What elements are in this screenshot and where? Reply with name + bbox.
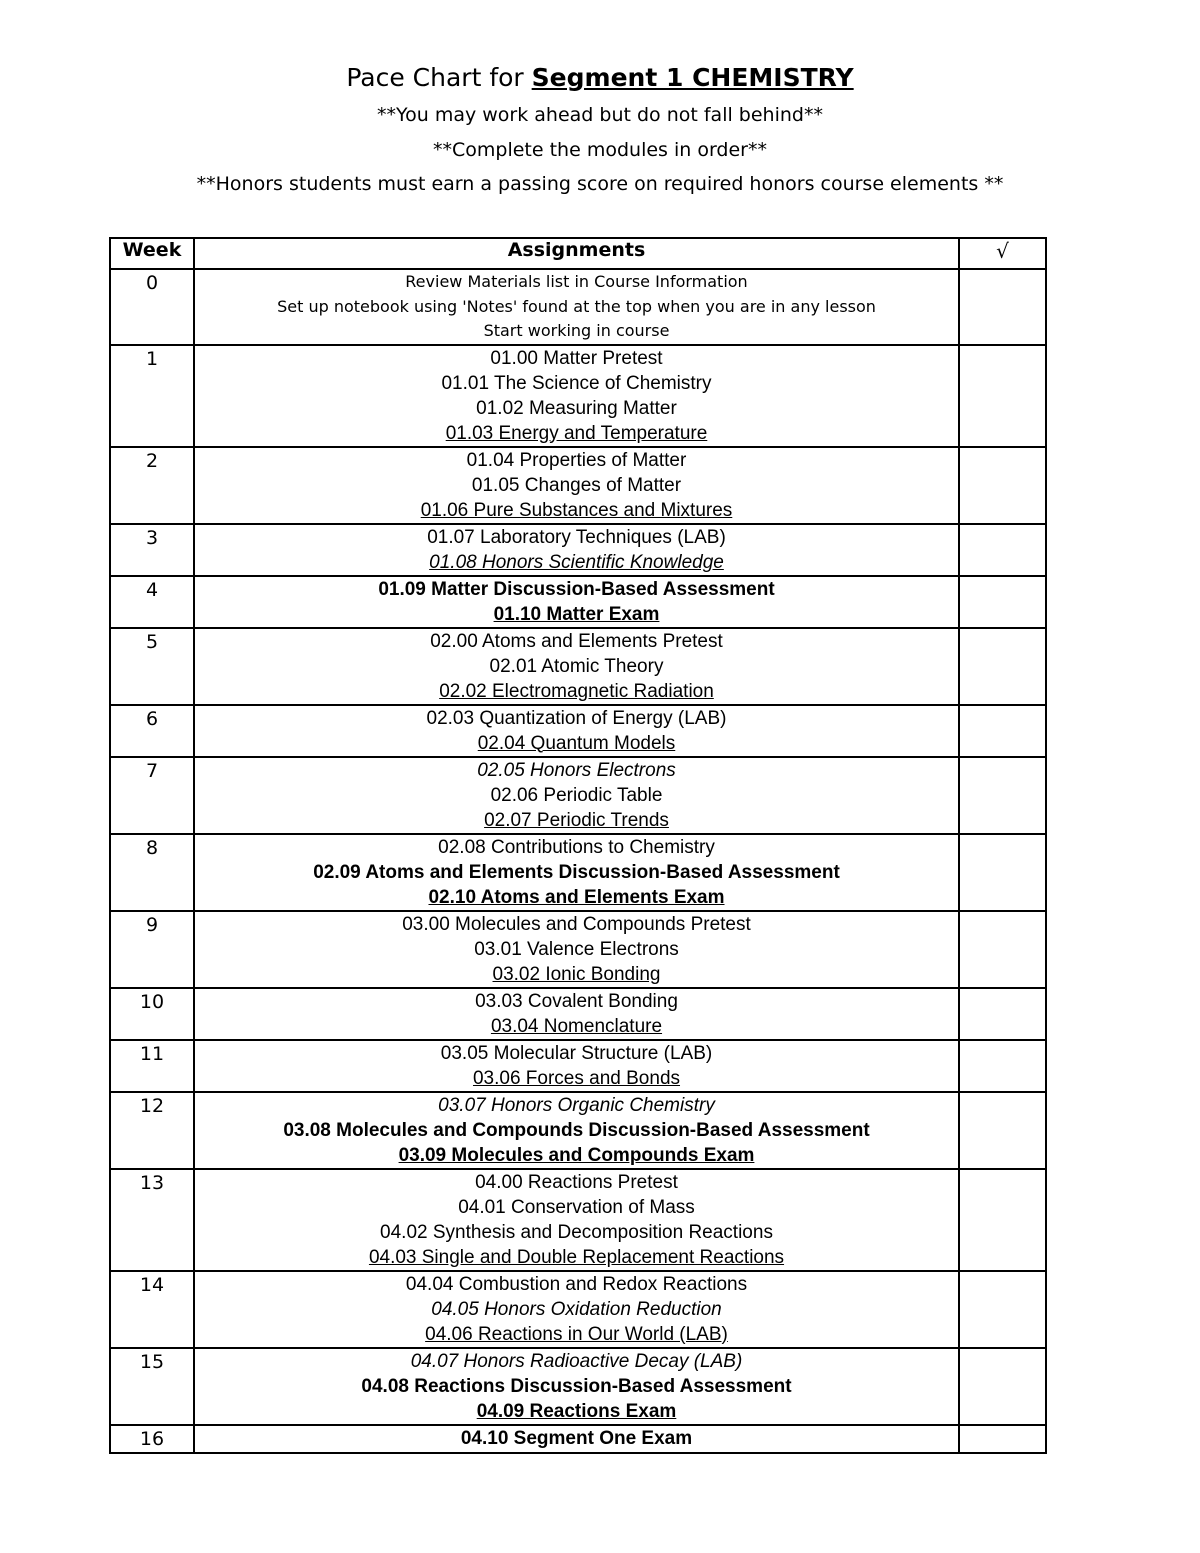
check-column-header: √	[959, 238, 1046, 269]
assignment-item: 03.03 Covalent Bonding	[475, 990, 678, 1012]
assignment-item: 04.00 Reactions Pretest	[475, 1171, 678, 1193]
assignment-item: 01.03 Energy and Temperature	[445, 422, 708, 444]
assignment-item: 03.05 Molecular Structure (LAB)	[440, 1042, 713, 1064]
assignments-cell	[194, 576, 959, 628]
table-row	[110, 757, 1046, 834]
assignment-item: Review Materials list in Course Information	[405, 272, 748, 291]
assignment-item: 01.07 Laboratory Techniques (LAB)	[427, 526, 726, 548]
assignments-cell	[194, 1271, 959, 1348]
week-number: 15	[110, 1348, 194, 1425]
assignment-item: 03.04 Nomenclature	[490, 1015, 663, 1037]
assignments-cell	[194, 757, 959, 834]
assignment-item: 02.08 Contributions to Chemistry	[438, 836, 715, 858]
completion-checkbox-cell[interactable]	[959, 345, 1046, 447]
assignment-item: 04.02 Synthesis and Decomposition Reactions	[380, 1221, 773, 1243]
assignment-item: 04.04 Combustion and Redox Reactions	[405, 1273, 748, 1295]
assignments-cell	[194, 524, 959, 576]
note-work-ahead: **You may work ahead but do not fall behind**	[377, 104, 823, 126]
assignments-cell	[194, 1040, 959, 1092]
table-row	[110, 911, 1046, 988]
completion-checkbox-cell[interactable]	[959, 1169, 1046, 1271]
assignment-item: 04.10 Segment One Exam	[460, 1427, 693, 1449]
completion-checkbox-cell[interactable]	[959, 447, 1046, 524]
week-number: 13	[110, 1169, 194, 1271]
table-row	[110, 1169, 1046, 1271]
assignment-item: 03.02 Ionic Bonding	[492, 963, 661, 985]
completion-checkbox-cell[interactable]	[959, 1425, 1046, 1453]
week-number: 8	[110, 834, 194, 911]
week-number: 12	[110, 1092, 194, 1169]
assignments-cell	[194, 834, 959, 911]
assignment-item: Start working in course	[483, 321, 670, 340]
assignment-item: 04.05 Honors Oxidation Reduction	[431, 1298, 722, 1320]
completion-checkbox-cell[interactable]	[959, 1040, 1046, 1092]
pace-chart-table	[109, 237, 1047, 1454]
table-row	[110, 1271, 1046, 1348]
completion-checkbox-cell[interactable]	[959, 269, 1046, 345]
assignment-item: 02.05 Honors Electrons	[477, 759, 676, 781]
assignment-item: 03.09 Molecules and Compounds Exam	[398, 1144, 755, 1166]
completion-checkbox-cell[interactable]	[959, 1271, 1046, 1348]
assignment-item: 04.07 Honors Radioactive Decay (LAB)	[410, 1350, 743, 1372]
table-row	[110, 1092, 1046, 1169]
note-honors: **Honors students must earn a passing score on required honors course elements **	[196, 173, 1004, 195]
assignment-item: 02.00 Atoms and Elements Pretest	[430, 630, 723, 652]
week-number: 14	[110, 1271, 194, 1348]
table-row	[110, 628, 1046, 705]
assignment-item: 03.06 Forces and Bonds	[472, 1067, 681, 1089]
table-row	[110, 576, 1046, 628]
assignment-item: 01.06 Pure Substances and Mixtures	[420, 499, 733, 521]
assignment-item: 02.03 Quantization of Energy (LAB)	[426, 707, 727, 729]
table-body	[110, 269, 1046, 1453]
table-row	[110, 705, 1046, 757]
week-number: 6	[110, 705, 194, 757]
assignments-column-header: Assignments	[194, 238, 959, 269]
assignment-item: 01.01 The Science of Chemistry	[441, 372, 712, 394]
week-column-header: Week	[110, 238, 194, 269]
assignments-cell	[194, 911, 959, 988]
assignment-item: 02.06 Periodic Table	[490, 784, 663, 806]
assignment-item: 01.09 Matter Discussion-Based Assessment	[378, 578, 775, 600]
title-segment: Segment 1 CHEMISTRY	[531, 63, 854, 92]
assignment-item: 04.08 Reactions Discussion-Based Assessment	[361, 1375, 792, 1397]
table-row	[110, 834, 1046, 911]
assignment-item: 04.03 Single and Double Replacement Reactions	[368, 1246, 785, 1268]
table-row	[110, 447, 1046, 524]
week-number: 10	[110, 988, 194, 1040]
note-module-order: **Complete the modules in order**	[433, 138, 767, 161]
assignment-item: 03.01 Valence Electrons	[474, 938, 679, 960]
assignment-item: 02.01 Atomic Theory	[489, 655, 664, 677]
assignment-item: 04.09 Reactions Exam	[476, 1400, 677, 1422]
assignments-cell	[194, 345, 959, 447]
week-number: 4	[110, 576, 194, 628]
assignments-cell	[194, 1425, 959, 1453]
assignment-item: 02.10 Atoms and Elements Exam	[428, 886, 725, 908]
completion-checkbox-cell[interactable]	[959, 705, 1046, 757]
table-row	[110, 1425, 1046, 1453]
table-row	[110, 988, 1046, 1040]
completion-checkbox-cell[interactable]	[959, 757, 1046, 834]
completion-checkbox-cell[interactable]	[959, 911, 1046, 988]
week-number: 9	[110, 911, 194, 988]
assignment-item: 04.06 Reactions in Our World (LAB)	[425, 1323, 728, 1345]
assignment-item: 04.01 Conservation of Mass	[458, 1196, 695, 1218]
assignment-item: Set up notebook using 'Notes' found at the top when you are in any lesson	[277, 296, 876, 316]
completion-checkbox-cell[interactable]	[959, 576, 1046, 628]
table-row	[110, 345, 1046, 447]
assignment-item: 01.08 Honors Scientific Knowledge	[429, 551, 724, 573]
assignments-cell	[194, 1092, 959, 1169]
week-number: 16	[110, 1425, 194, 1453]
title-prefix: Pace Chart for	[346, 63, 532, 92]
week-number: 5	[110, 628, 194, 705]
assignments-cell	[194, 705, 959, 757]
table-row	[110, 524, 1046, 576]
table-row	[110, 1348, 1046, 1425]
week-number: 11	[110, 1040, 194, 1092]
assignment-item: 02.09 Atoms and Elements Discussion-Based Assessment	[313, 861, 840, 883]
table-row	[110, 1040, 1046, 1092]
week-number: 7	[110, 757, 194, 834]
page-title	[0, 58, 1200, 98]
assignment-item: 02.07 Periodic Trends	[484, 809, 669, 831]
completion-checkbox-cell[interactable]	[959, 834, 1046, 911]
assignments-cell	[194, 988, 959, 1040]
completion-checkbox-cell[interactable]	[959, 988, 1046, 1040]
assignment-item: 01.04 Properties of Matter	[466, 449, 687, 471]
assignment-item: 01.10 Matter Exam	[493, 603, 660, 625]
assignments-cell	[194, 269, 959, 345]
assignment-item: 03.00 Molecules and Compounds Pretest	[402, 913, 751, 935]
assignment-item: 02.02 Electromagnetic Radiation	[439, 680, 714, 702]
assignment-item: 03.08 Molecules and Compounds Discussion-Based Assessment	[283, 1119, 870, 1141]
completion-checkbox-cell[interactable]	[959, 1348, 1046, 1425]
assignments-cell	[194, 1169, 959, 1271]
assignment-item: 01.00 Matter Pretest	[490, 347, 663, 369]
completion-checkbox-cell[interactable]	[959, 524, 1046, 576]
week-number: 1	[110, 345, 194, 447]
completion-checkbox-cell[interactable]	[959, 628, 1046, 705]
assignments-cell	[194, 447, 959, 524]
week-number: 0	[110, 269, 194, 345]
assignment-item: 02.04 Quantum Models	[477, 732, 676, 754]
assignments-cell	[194, 1348, 959, 1425]
assignment-item: 01.05 Changes of Matter	[471, 474, 682, 496]
assignment-item: 03.07 Honors Organic Chemistry	[438, 1094, 715, 1116]
page-header	[0, 58, 1200, 202]
week-number: 3	[110, 524, 194, 576]
table-row	[110, 269, 1046, 345]
completion-checkbox-cell[interactable]	[959, 1092, 1046, 1169]
assignment-item: 01.02 Measuring Matter	[476, 397, 677, 419]
assignments-cell	[194, 628, 959, 705]
table-header-row	[110, 238, 1046, 269]
week-number: 2	[110, 447, 194, 524]
